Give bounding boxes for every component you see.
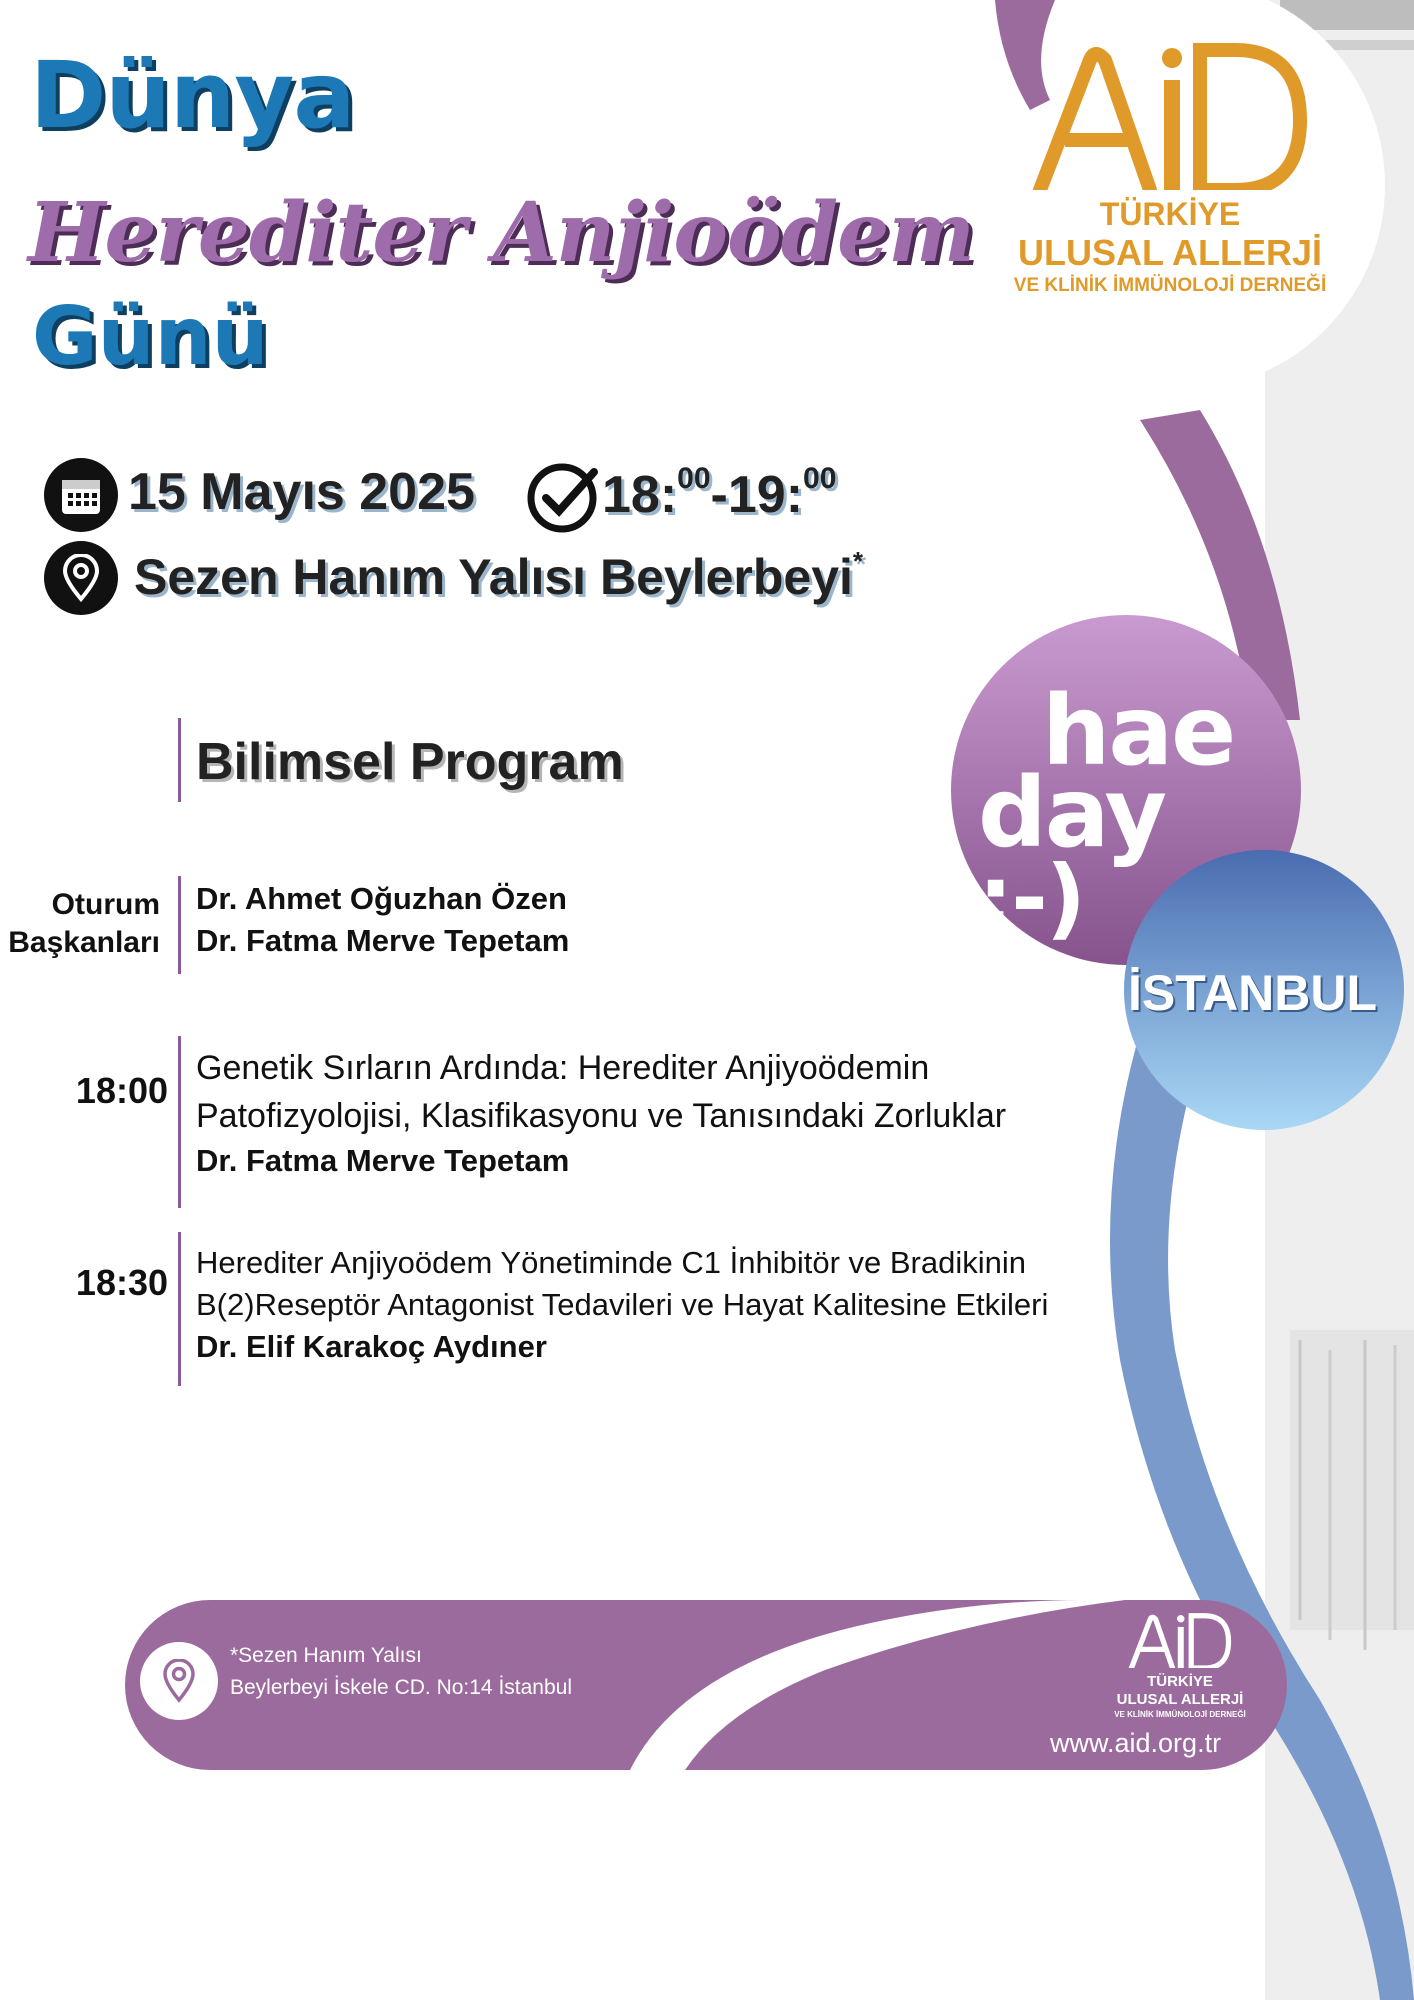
chairs-label-line-1: Oturum <box>51 888 160 921</box>
clock-check-icon <box>524 458 600 538</box>
chairs-list <box>196 878 569 962</box>
calendar-icon <box>44 458 118 532</box>
footer-address-line-2: Beylerbeyi İskele CD. No:14 İstanbul <box>230 1676 572 1699</box>
chair-name: Dr. Ahmet Oğuzhan Özen <box>196 881 567 916</box>
talk-title-line: Herediter Anjiyoödem Yönetiminde C1 İnhibitör ve Bradikinin <box>196 1245 1026 1280</box>
aid-logo-mark <box>1030 40 1310 190</box>
event-time <box>602 462 836 525</box>
talk-speaker: Dr. Fatma Merve Tepetam <box>196 1143 570 1178</box>
footer-org-line-1: TÜRKİYE <box>1147 1673 1213 1690</box>
time-end-hour: 19: <box>727 466 804 524</box>
title-line-1: Dünya <box>30 42 355 149</box>
talk-time: 18:30 <box>75 1262 168 1303</box>
venue-mark: * <box>852 546 864 576</box>
chairs-bar <box>178 876 181 974</box>
time-start-min: 00 <box>677 462 711 495</box>
footer-aid-logo <box>1090 1612 1270 1721</box>
org-name-line-1: TÜRKİYE <box>1099 196 1241 232</box>
event-date: 15 Mayıs 2025 <box>128 463 475 521</box>
time-sep: - <box>710 466 728 524</box>
talk-title-line: B(2)Reseptör Antagonist Tedavileri ve Hayat Kalitesine Etkileri <box>196 1287 1049 1322</box>
event-venue <box>134 546 863 606</box>
venue-name: Sezen Hanım Yalısı Beylerbeyi <box>134 549 853 605</box>
section-bar <box>178 718 181 802</box>
talk-item <box>196 1044 1006 1182</box>
location-pin-icon <box>140 1642 218 1720</box>
footer-address <box>230 1640 572 1704</box>
talk-speaker: Dr. Elif Karakoç Aydıner <box>196 1329 547 1364</box>
footer-org-line-3: VE KLİNİK İMMÜNOLOJİ DERNEĞİ <box>1114 1710 1246 1719</box>
time-start-hour: 18: <box>602 466 678 524</box>
talk-item <box>196 1242 1048 1368</box>
talk-time: 18:00 <box>75 1070 168 1111</box>
chair-name: Dr. Fatma Merve Tepetam <box>196 923 570 958</box>
chairs-label <box>0 886 160 962</box>
section-title: Bilimsel Program <box>196 733 624 791</box>
talk-bar <box>178 1232 181 1386</box>
chairs-label-line-2: Başkanları <box>8 926 160 959</box>
talk-title-line: Patofizyolojisi, Klasifikasyonu ve Tanısındaki Zorluklar <box>196 1097 1007 1135</box>
website-link[interactable]: www.aid.org.tr <box>1050 1728 1222 1758</box>
day-text: day <box>978 757 1166 869</box>
footer-org-line-2: ULUSAL ALLERJİ <box>1116 1691 1244 1708</box>
footer-address-line-1: *Sezen Hanım Yalısı <box>230 1644 422 1667</box>
day-word <box>978 757 1166 949</box>
title-line-2: Herediter Anjioödem <box>28 185 975 281</box>
hae-word: hae <box>1042 675 1235 787</box>
title-line-3: Günü <box>32 290 269 383</box>
city-label: İSTANBUL <box>1128 965 1378 1021</box>
time-end-min: 00 <box>803 462 837 495</box>
org-name-line-3: VE KLİNİK İMMÜNOLOJİ DERNEĞİ <box>1013 275 1327 296</box>
aid-logo-mark <box>1125 1612 1235 1668</box>
aid-logo <box>1000 40 1340 299</box>
smiley: :-) <box>978 846 1084 949</box>
location-pin-icon <box>44 541 118 615</box>
talk-bar <box>178 1036 181 1208</box>
org-name-line-2: ULUSAL ALLERJİ <box>1017 232 1322 273</box>
talk-title-line: Genetik Sırların Ardında: Herediter Anjiyoödemin <box>196 1049 930 1087</box>
